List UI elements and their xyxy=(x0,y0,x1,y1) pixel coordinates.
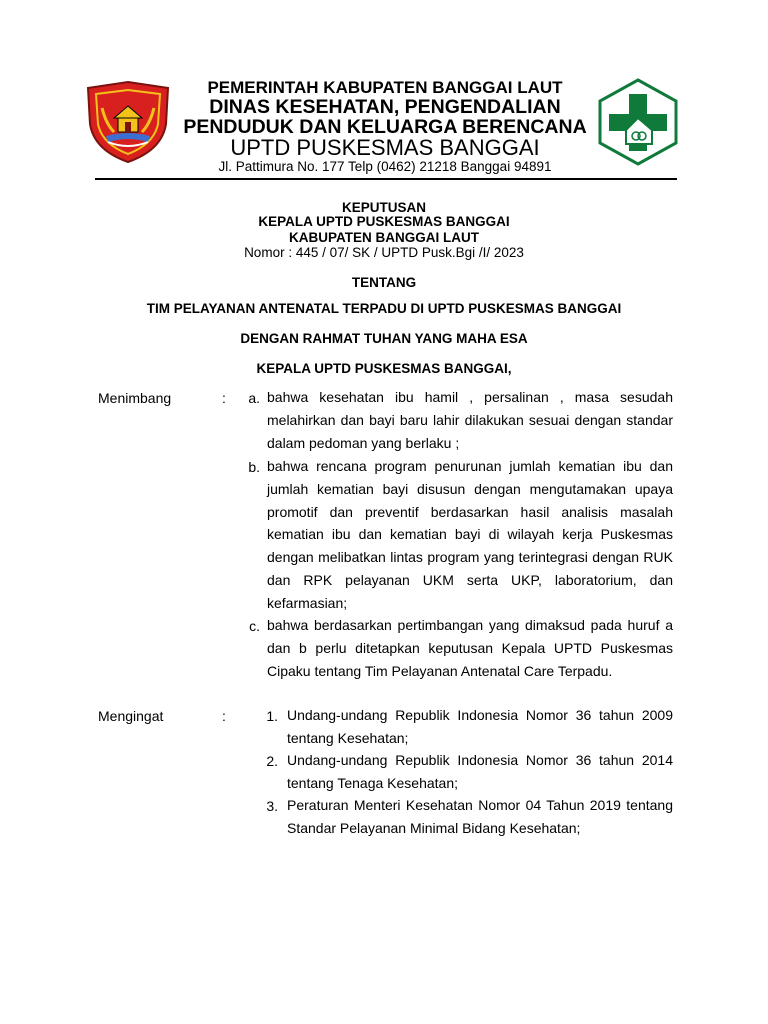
decree-issuer-region: KABUPATEN BANGGAI LAUT xyxy=(289,230,479,245)
menimbang-item-b-marker: b. xyxy=(248,459,260,475)
header-address: Jl. Pattimura No. 177 Telp (0462) 21218 Banggai 94891 xyxy=(218,159,552,174)
regency-seal-logo xyxy=(84,80,172,164)
decree-invocation: DENGAN RAHMAT TUHAN YANG MAHA ESA xyxy=(240,331,528,346)
mengingat-item-3-marker: 3. xyxy=(266,798,278,814)
header-department-cont: PENDUDUK DAN KELUARGA BERENCANA xyxy=(183,116,587,138)
header-government: PEMERINTAH KABUPATEN BANGGAI LAUT xyxy=(207,78,563,97)
decree-issuer: KEPALA UPTD PUSKESMAS BANGGAI xyxy=(258,214,510,229)
menimbang-item-c-marker: c. xyxy=(249,618,260,634)
menimbang-item-a: bahwa kesehatan ibu hamil , persalinan , masa sesudah melahirkan dan bayi baru lahir dilakukan sesuai dengan standar dalam pedoman yang berlaku ; xyxy=(267,389,673,451)
decree-official: KEPALA UPTD PUSKESMAS BANGGAI, xyxy=(256,361,512,376)
menimbang-item-a-marker: a. xyxy=(248,390,260,406)
decree-subject: TIM PELAYANAN ANTENATAL TERPADU DI UPTD PUSKESMAS BANGGAI xyxy=(146,301,622,316)
header-department: DINAS KESEHATAN, PENGENDALIAN xyxy=(209,96,561,118)
decree-title: KEPUTUSAN xyxy=(341,200,426,215)
menimbang-colon: : xyxy=(222,390,226,406)
header-unit-name: UPTD PUSKESMAS BANGGAI xyxy=(230,135,540,160)
menimbang-label: Menimbang xyxy=(98,390,172,406)
decree-about-label: TENTANG xyxy=(351,275,417,290)
mengingat-item-2-marker: 2. xyxy=(266,753,278,769)
header-divider xyxy=(95,178,677,180)
mengingat-colon: : xyxy=(222,708,226,724)
menimbang-item-b: bahwa rencana program penurunan jumlah kematian ibu dan jumlah kematian bayi disusun dengan mengutamakan upaya promotif dan preventif berdasarkan hasil analisis masalah kematian ibu dan kematian bayi di wilayah kerja Puskesmas dengan melibatkan lintas program yang terintegrasi dengan RUK dan RPK pelayanan UKM serta UKP, laboratorium, dan kefarmasian; xyxy=(267,458,673,611)
decree-number: Nomor : 445 / 07/ SK / UPTD Pusk.Bgi /I/ 2023 xyxy=(244,245,524,260)
menimbang-item-c: bahwa berdasarkan pertimbangan yang dimaksud pada huruf a dan b perlu ditetapkan keputusan Kepala UPTD Puskesmas Cipaku tentang Tim Pelayanan Antenatal Care Terpadu. xyxy=(267,617,673,679)
mengingat-item-1-marker: 1. xyxy=(266,708,278,724)
mengingat-label: Mengingat xyxy=(98,708,164,724)
puskesmas-logo xyxy=(594,78,682,166)
mengingat-item-3: Peraturan Menteri Kesehatan Nomor 04 Tahun 2019 tentang Standar Pelayanan Minimal Bidang Kesehatan; xyxy=(287,797,673,836)
mengingat-item-2: Undang-undang Republik Indonesia Nomor 36 tahun 2014 tentang Tenaga Kesehatan; xyxy=(287,752,673,791)
mengingat-item-1: Undang-undang Republik Indonesia Nomor 36 tahun 2009 tentang Kesehatan; xyxy=(287,707,673,746)
